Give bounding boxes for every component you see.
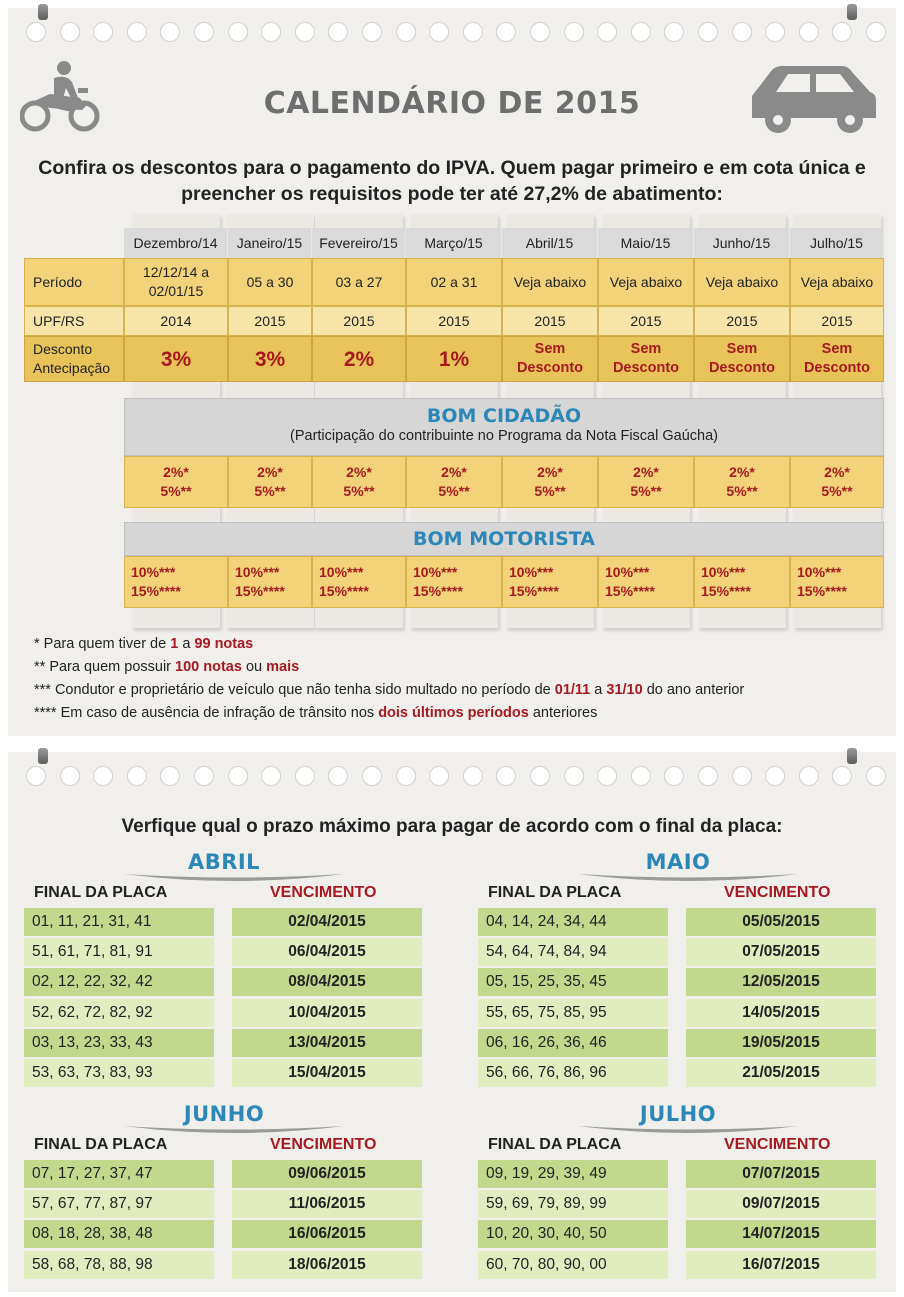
binder-hole (463, 766, 483, 786)
upf-cell: 2015 (312, 306, 406, 336)
bom-cidadao-rate: 5%** (630, 483, 662, 499)
bom-cidadao-rate: 2%* (441, 464, 467, 480)
bom-cidadao-rate: 2%* (257, 464, 283, 480)
col-header-vencimento: VENCIMENTO (724, 884, 831, 901)
due-date: 09/07/2015 (686, 1190, 876, 1218)
binder-hole (564, 22, 584, 42)
upf-cell: 2015 (598, 306, 694, 336)
footnote-highlight: 1 (170, 636, 179, 652)
desconto-cell: Sem Desconto (598, 336, 694, 382)
col-header-vencimento: VENCIMENTO (724, 1136, 831, 1153)
label-line: Desconto (33, 341, 93, 357)
bom-motorista-rate: 10%*** (235, 564, 280, 580)
desconto-cell: 1% (406, 336, 502, 382)
bom-motorista-rate: 10%*** (605, 564, 650, 580)
plate-endings: 05, 15, 25, 35, 45 (478, 968, 668, 996)
binder-hole (799, 22, 819, 42)
due-date: 16/06/2015 (232, 1220, 422, 1248)
binder-hole (698, 766, 718, 786)
binder-hole (60, 766, 80, 786)
footnote-line (34, 682, 744, 698)
bom-cidadao-cell (406, 456, 502, 508)
month-header: Julho/15 (790, 228, 883, 258)
periodo-cell: 03 a 27 (312, 258, 406, 306)
binder-hole (530, 22, 550, 42)
footnote-text: ** Para quem possuir (34, 659, 176, 675)
bom-motorista-title: BOM MOTORISTA (413, 528, 595, 550)
binder-pin (847, 748, 857, 764)
binder-hole (866, 22, 886, 42)
desconto-cell: 2% (312, 336, 406, 382)
bom-motorista-cell (502, 556, 598, 608)
plate-endings: 02, 12, 22, 32, 42 (24, 968, 214, 996)
plate-endings: 53, 63, 73, 83, 93 (24, 1059, 214, 1087)
bom-cidadao-cell (502, 456, 598, 508)
desconto-cell: Sem Desconto (790, 336, 884, 382)
footnote-line (34, 705, 597, 721)
binder-hole (732, 22, 752, 42)
bom-cidadao-cell (228, 456, 312, 508)
bom-motorista-banner (124, 522, 884, 556)
plate-endings: 58, 68, 78, 88, 98 (24, 1251, 214, 1279)
bom-motorista-rate: 15%**** (797, 583, 847, 599)
binder-hole (228, 22, 248, 42)
plate-endings: 52, 62, 72, 82, 92 (24, 999, 214, 1027)
periodo-cell: Veja abaixo (790, 258, 884, 306)
desconto-cell: Sem Desconto (694, 336, 790, 382)
bom-cidadao-rate: 5%** (343, 483, 375, 499)
plate-endings: 56, 66, 76, 86, 96 (478, 1059, 668, 1087)
footnote-highlight: mais (266, 659, 300, 675)
bom-cidadao-rate: 2%* (537, 464, 563, 480)
plate-endings: 59, 69, 79, 89, 99 (478, 1190, 668, 1218)
periodo-cell: 05 a 30 (228, 258, 312, 306)
row-label-upf: UPF/RS (24, 306, 124, 336)
footnote-highlight: 01/11 (554, 682, 591, 698)
col-header-final: FINAL DA PLACA (34, 884, 168, 901)
binder-hole (26, 766, 46, 786)
label-line: Antecipação (33, 360, 111, 376)
bom-cidadao-rate: 5%** (821, 483, 853, 499)
due-date: 07/07/2015 (686, 1160, 876, 1188)
due-date: 02/04/2015 (232, 908, 422, 936)
bom-cidadao-title: BOM CIDADÃO (426, 405, 582, 427)
upf-cell: 2015 (228, 306, 312, 336)
binder-hole (866, 766, 886, 786)
col-header-vencimento: VENCIMENTO (270, 1136, 377, 1153)
desconto-cell: Sem Desconto (502, 336, 598, 382)
month-title: ABRIL (187, 850, 261, 874)
bom-cidadao-cell (312, 456, 406, 508)
binder-hole (698, 22, 718, 42)
bom-cidadao-rate: 5%** (254, 483, 286, 499)
row-label-periodo: Período (24, 258, 124, 306)
footnote-text: a (590, 682, 607, 698)
due-date: 05/05/2015 (686, 908, 876, 936)
bom-cidadao-cell (598, 456, 694, 508)
bom-cidadao-rate: 2%* (729, 464, 755, 480)
bom-motorista-rate: 15%**** (701, 583, 751, 599)
page-title: CALENDÁRIO DE 2015 (263, 86, 641, 121)
bom-cidadao-rate: 2%* (163, 464, 189, 480)
due-date: 16/07/2015 (686, 1251, 876, 1279)
bom-motorista-rate: 10%*** (319, 564, 364, 580)
plate-endings: 06, 16, 26, 36, 46 (478, 1029, 668, 1057)
bom-motorista-rate: 10%*** (701, 564, 746, 580)
plate-endings: 60, 70, 80, 90, 00 (478, 1251, 668, 1279)
due-date: 13/04/2015 (232, 1029, 422, 1057)
footnote-text: ou (241, 659, 267, 675)
plate-endings: 03, 13, 23, 33, 43 (24, 1029, 214, 1057)
binder-pin (38, 748, 48, 764)
bom-cidadao-rate: 5%** (726, 483, 758, 499)
footnote-text: do ano anterior (642, 682, 745, 698)
binder-hole (463, 22, 483, 42)
binder-hole (26, 22, 46, 42)
binder-hole (362, 22, 382, 42)
bom-cidadao-cell (124, 456, 228, 508)
binder-hole (631, 766, 651, 786)
plate-endings: 01, 11, 21, 31, 41 (24, 908, 214, 936)
bom-motorista-rate: 15%**** (605, 583, 655, 599)
bom-motorista-cell (124, 556, 228, 608)
binder-hole (60, 22, 80, 42)
plate-endings: 10, 20, 30, 40, 50 (478, 1220, 668, 1248)
binder-hole (194, 766, 214, 786)
footnote-text: a (178, 636, 195, 652)
footnote-line (34, 659, 299, 675)
binder-hole (362, 766, 382, 786)
month-header: Janeiro/15 (228, 228, 311, 258)
col-header-final: FINAL DA PLACA (488, 1136, 622, 1153)
plate-endings: 07, 17, 27, 37, 47 (24, 1160, 214, 1188)
due-date: 14/07/2015 (686, 1220, 876, 1248)
binder-hole (295, 766, 315, 786)
upf-cell: 2015 (406, 306, 502, 336)
col-header-vencimento: VENCIMENTO (270, 884, 377, 901)
binder-hole (564, 766, 584, 786)
bom-cidadao-rate: 2%* (346, 464, 372, 480)
bom-motorista-cell (790, 556, 884, 608)
month-header: Fevereiro/15 (312, 228, 405, 258)
bom-cidadao-rate: 5%** (534, 483, 566, 499)
bom-motorista-rate: 10%*** (413, 564, 458, 580)
footnote-text: **** Em caso de ausência de infração de trânsito nos (34, 705, 379, 721)
due-date: 15/04/2015 (232, 1059, 422, 1087)
plate-endings: 04, 14, 24, 34, 44 (478, 908, 668, 936)
month-title: JUNHO (183, 1102, 265, 1126)
bom-cidadao-subtitle: (Participação do contribuinte no Programa da Nota Fiscal Gaúcha) (290, 428, 718, 444)
bom-motorista-rate: 10%*** (797, 564, 842, 580)
footnote-text: * Para quem tiver de (34, 636, 171, 652)
bom-motorista-cell (598, 556, 694, 608)
periodo-cell: 02 a 31 (406, 258, 502, 306)
footnote-text: anteriores (528, 705, 598, 721)
footnote-text: *** Condutor e proprietário de veículo que não tenha sido multado no período de (34, 682, 555, 698)
month-header: Dezembro/14 (124, 228, 227, 258)
page-subtitle: Confira os descontos para o pagamento do IPVA. Quem pagar primeiro e em cota única e preencher os requisitos pode ter até 27,2% de abatimento: (38, 157, 866, 205)
bom-cidadao-cell (790, 456, 884, 508)
due-date: 09/06/2015 (232, 1160, 422, 1188)
upf-cell: 2015 (694, 306, 790, 336)
binder-hole (530, 766, 550, 786)
binder-pin (38, 4, 48, 20)
due-date: 12/05/2015 (686, 968, 876, 996)
col-header-final: FINAL DA PLACA (488, 884, 622, 901)
bom-motorista-rate: 10%*** (509, 564, 554, 580)
due-date: 19/05/2015 (686, 1029, 876, 1057)
upf-cell: 2015 (790, 306, 884, 336)
upf-cell: 2014 (124, 306, 228, 336)
binder-hole (396, 22, 416, 42)
due-date: 07/05/2015 (686, 938, 876, 966)
due-date: 10/04/2015 (232, 999, 422, 1027)
month-header: Maio/15 (598, 228, 693, 258)
binder-hole (127, 22, 147, 42)
plate-heading: Verfique qual o prazo máximo para pagar de acordo com o final da placa: (121, 816, 783, 837)
binder-hole (799, 766, 819, 786)
binder-hole (228, 766, 248, 786)
month-header: Abril/15 (502, 228, 597, 258)
bom-motorista-rate: 15%**** (319, 583, 369, 599)
due-date: 18/06/2015 (232, 1251, 422, 1279)
plate-endings: 08, 18, 28, 38, 48 (24, 1220, 214, 1248)
row-label-desconto (24, 336, 124, 382)
bom-cidadao-rate: 5%** (438, 483, 470, 499)
col-header-final: FINAL DA PLACA (34, 1136, 168, 1153)
due-date: 11/06/2015 (232, 1190, 422, 1218)
month-title: JULHO (639, 1102, 717, 1126)
binder-pin (847, 4, 857, 20)
month-title: MAIO (645, 850, 711, 874)
bom-cidadao-rate: 5%** (160, 483, 192, 499)
bom-cidadao-rate: 2%* (824, 464, 850, 480)
footnote-highlight: 99 notas (194, 636, 254, 652)
plate-endings: 51, 61, 71, 81, 91 (24, 938, 214, 966)
binder-hole (396, 766, 416, 786)
plate-endings: 54, 64, 74, 84, 94 (478, 938, 668, 966)
bom-motorista-rate: 15%**** (509, 583, 559, 599)
bom-motorista-rate: 15%**** (235, 583, 285, 599)
upf-cell: 2015 (502, 306, 598, 336)
plate-endings: 09, 19, 29, 39, 49 (478, 1160, 668, 1188)
plate-endings: 55, 65, 75, 85, 95 (478, 999, 668, 1027)
due-date: 08/04/2015 (232, 968, 422, 996)
bom-cidadao-banner (124, 398, 884, 456)
binder-hole (127, 766, 147, 786)
binder-hole (631, 22, 651, 42)
bom-motorista-cell (694, 556, 790, 608)
footnote-line (34, 636, 253, 652)
due-date: 21/05/2015 (686, 1059, 876, 1087)
binder-hole (295, 22, 315, 42)
periodo-cell: Veja abaixo (694, 258, 790, 306)
bom-motorista-cell (228, 556, 312, 608)
month-header: Junho/15 (694, 228, 789, 258)
periodo-cell: Veja abaixo (598, 258, 694, 306)
bom-cidadao-cell (694, 456, 790, 508)
periodo-cell: 12/12/14 a 02/01/15 (124, 258, 228, 306)
footnote-highlight: 31/10 (606, 682, 643, 698)
plate-endings: 57, 67, 77, 87, 97 (24, 1190, 214, 1218)
due-date: 06/04/2015 (232, 938, 422, 966)
periodo-cell: Veja abaixo (502, 258, 598, 306)
footnote-highlight: dois últimos períodos (378, 705, 529, 721)
month-header: Março/15 (406, 228, 501, 258)
bom-cidadao-rate: 2%* (633, 464, 659, 480)
desconto-cell: 3% (228, 336, 312, 382)
bom-motorista-cell (312, 556, 406, 608)
bom-motorista-rate: 15%**** (131, 583, 181, 599)
desconto-cell: 3% (124, 336, 228, 382)
due-date: 14/05/2015 (686, 999, 876, 1027)
bom-motorista-cell (406, 556, 502, 608)
binder-hole (732, 766, 752, 786)
binder-hole (194, 22, 214, 42)
footnote-highlight: 100 notas (175, 659, 242, 675)
bom-motorista-rate: 10%*** (131, 564, 176, 580)
bom-motorista-rate: 15%**** (413, 583, 463, 599)
